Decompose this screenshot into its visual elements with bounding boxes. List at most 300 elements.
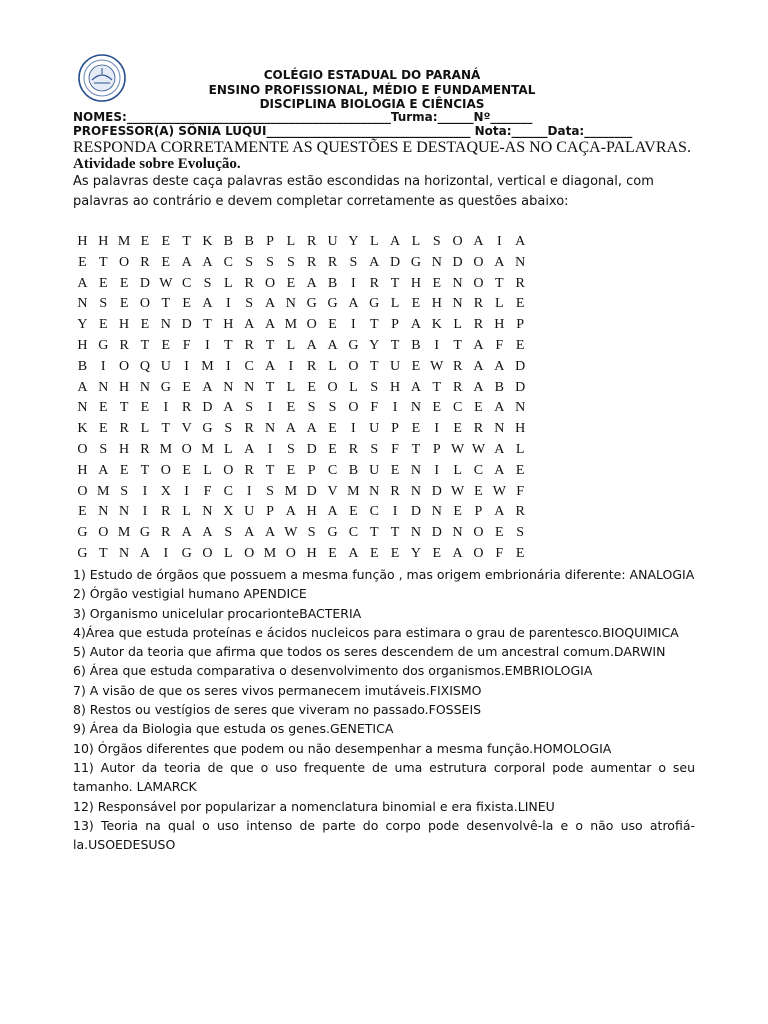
grid-letter: N bbox=[244, 379, 255, 395]
grid-letter: H bbox=[119, 317, 130, 333]
grid-letter: R bbox=[348, 441, 359, 457]
grid-letter: R bbox=[473, 317, 484, 333]
grid-letter: H bbox=[77, 234, 88, 249]
grid-row bbox=[72, 357, 531, 378]
grid-letter: N bbox=[202, 504, 213, 520]
grid-letter: E bbox=[411, 296, 421, 312]
grid-letter: T bbox=[390, 525, 400, 541]
grid-letter: C bbox=[473, 462, 484, 478]
grid-letter: V bbox=[181, 421, 192, 437]
grid-letter: H bbox=[494, 317, 505, 333]
grid-letter: L bbox=[411, 234, 421, 249]
grid-letter: A bbox=[264, 317, 276, 333]
grid-letter: L bbox=[140, 421, 150, 437]
grid-letter: N bbox=[77, 400, 88, 416]
grid-letter: A bbox=[77, 379, 88, 395]
grid-letter: O bbox=[327, 379, 338, 395]
grid-letter: T bbox=[265, 462, 275, 478]
grid-letter: A bbox=[348, 545, 359, 561]
grid-letter: M bbox=[263, 545, 277, 561]
grid-letter: R bbox=[473, 296, 484, 312]
grid-letter: E bbox=[432, 545, 442, 561]
grid-letter: E bbox=[119, 275, 129, 291]
grid-letter: E bbox=[474, 483, 483, 499]
grid-letter: R bbox=[244, 275, 254, 291]
grid-letter: A bbox=[306, 337, 317, 353]
grid-letter: S bbox=[370, 441, 379, 457]
grid-letter: C bbox=[452, 400, 463, 416]
grid-letter: I bbox=[142, 504, 148, 520]
grid-letter: O bbox=[348, 400, 359, 416]
grid-letter: I bbox=[351, 275, 356, 291]
grid-letter: E bbox=[328, 441, 337, 457]
question-item: 13) Teoria na qual o uso intenso de parte do corpo pode desenvolvê-la e o não uso atrofiá-la.USOEDESUSO bbox=[73, 817, 695, 853]
grid-letter: I bbox=[184, 358, 189, 374]
grid-letter: S bbox=[286, 254, 295, 270]
grid-letter: I bbox=[225, 296, 231, 312]
grid-letter: R bbox=[181, 400, 192, 416]
grid-letter: C bbox=[223, 254, 233, 270]
grid-letter: E bbox=[328, 421, 337, 437]
grid-letter: E bbox=[98, 275, 108, 291]
grid-letter: A bbox=[98, 462, 109, 478]
grid-letter: A bbox=[202, 254, 213, 270]
grid-letter: O bbox=[306, 317, 317, 333]
grid-letter: E bbox=[328, 317, 337, 333]
grid-row bbox=[72, 544, 531, 565]
grid-letter: T bbox=[495, 275, 504, 291]
grid-letter: M bbox=[201, 441, 214, 457]
grid-row bbox=[72, 315, 531, 336]
grid-letter: D bbox=[181, 317, 192, 333]
grid-letter: N bbox=[98, 379, 109, 395]
grid-letter: R bbox=[244, 462, 254, 478]
grid-letter: E bbox=[161, 234, 171, 249]
grid-letter: O bbox=[77, 483, 88, 499]
question-list bbox=[73, 565, 695, 854]
grid-letter: T bbox=[453, 337, 462, 353]
grid-letter: N bbox=[285, 296, 296, 312]
grid-letter: D bbox=[410, 504, 421, 520]
grid-letter: I bbox=[288, 358, 294, 374]
grid-letter: A bbox=[306, 421, 317, 437]
instruction-text: RESPONDA CORRETAMENTE AS QUESTÕES E DESTAQUE-AS NO CAÇA-PALAVRAS. bbox=[73, 139, 691, 156]
grid-letter: E bbox=[369, 545, 379, 561]
grid-letter: S bbox=[432, 234, 441, 249]
grid-letter: S bbox=[120, 483, 128, 499]
grid-letter: Q bbox=[139, 358, 151, 374]
grid-letter: H bbox=[119, 379, 130, 395]
grid-letter: P bbox=[474, 504, 483, 520]
grid-row bbox=[72, 398, 531, 419]
grid-letter: N bbox=[77, 296, 88, 312]
school-name: COLÉGIO ESTADUAL DO PARANÁ bbox=[263, 68, 481, 82]
grid-letter: L bbox=[286, 234, 296, 249]
grid-letter: T bbox=[203, 317, 212, 333]
grid-letter: T bbox=[140, 462, 150, 478]
grid-letter: E bbox=[140, 234, 150, 249]
grid-letter: N bbox=[369, 483, 380, 499]
grid-letter: O bbox=[264, 275, 276, 291]
grid-letter: E bbox=[453, 504, 462, 520]
grid-letter: A bbox=[77, 275, 88, 291]
grid-letter: N bbox=[410, 400, 421, 416]
grid-letter: A bbox=[494, 462, 505, 478]
grid-letter: A bbox=[494, 441, 505, 457]
grid-letter: T bbox=[411, 441, 421, 457]
grid-letter: M bbox=[97, 483, 110, 499]
grid-letter: Y bbox=[77, 317, 88, 333]
grid-letter: H bbox=[390, 379, 401, 395]
grid-letter: O bbox=[473, 254, 484, 270]
grid-letter: N bbox=[410, 525, 421, 541]
grid-letter: N bbox=[515, 254, 526, 270]
grid-letter: E bbox=[474, 400, 483, 416]
grid-letter: S bbox=[307, 525, 316, 541]
grid-letter: E bbox=[432, 275, 442, 291]
grid-letter: N bbox=[431, 504, 442, 520]
grid-letter: E bbox=[495, 525, 504, 541]
grid-letter: Y bbox=[348, 234, 359, 249]
grid-letter: M bbox=[159, 441, 173, 457]
grid-letter: N bbox=[119, 545, 130, 561]
grid-letter: L bbox=[453, 462, 462, 478]
grid-letter: E bbox=[161, 254, 171, 270]
grid-letter: R bbox=[452, 358, 463, 374]
grid-letter: W bbox=[430, 358, 444, 374]
grid-letter: O bbox=[348, 358, 359, 374]
grid-letter: E bbox=[432, 400, 442, 416]
grid-letter: H bbox=[410, 275, 421, 291]
grid-letter: S bbox=[370, 379, 379, 395]
grid-letter: O bbox=[119, 358, 130, 374]
grid-letter: L bbox=[203, 462, 212, 478]
grid-row bbox=[72, 461, 531, 482]
grid-letter: H bbox=[306, 545, 317, 561]
grid-letter: S bbox=[224, 525, 233, 541]
grid-letter: I bbox=[267, 441, 273, 457]
grid-letter: H bbox=[77, 462, 88, 478]
question-item: 3) Organismo unicelular procarionteBACTERIA bbox=[73, 605, 362, 621]
grid-letter: E bbox=[515, 337, 525, 353]
grid-letter: P bbox=[516, 317, 525, 333]
grid-letter: A bbox=[181, 525, 192, 541]
grid-letter: R bbox=[161, 525, 171, 541]
grid-letter: T bbox=[390, 275, 400, 291]
grid-letter: T bbox=[161, 296, 171, 312]
grid-letter: B bbox=[223, 234, 233, 249]
grid-letter: A bbox=[515, 234, 526, 249]
grid-letter: E bbox=[286, 462, 296, 478]
grid-row bbox=[72, 294, 531, 315]
grid-letter: E bbox=[161, 337, 171, 353]
grid-letter: B bbox=[411, 337, 421, 353]
grid-letter: A bbox=[494, 504, 505, 520]
grid-letter: R bbox=[515, 504, 525, 520]
grid-letter: W bbox=[159, 275, 173, 291]
grid-letter: A bbox=[285, 504, 296, 520]
grid-letter: A bbox=[244, 441, 255, 457]
grid-letter: A bbox=[473, 234, 484, 249]
grid-letter: T bbox=[98, 545, 108, 561]
grid-letter: V bbox=[327, 483, 338, 499]
grid-letter: R bbox=[307, 358, 317, 374]
grid-letter: E bbox=[411, 358, 421, 374]
grid-letter: F bbox=[203, 483, 212, 499]
grid-letter: F bbox=[370, 400, 379, 416]
grid-letter: R bbox=[369, 275, 379, 291]
grid-letter: P bbox=[391, 317, 399, 333]
grid-letter: A bbox=[494, 358, 505, 374]
grid-letter: M bbox=[284, 317, 298, 333]
grid-letter: A bbox=[181, 254, 192, 270]
grid-letter: T bbox=[432, 379, 442, 395]
grid-letter: H bbox=[98, 234, 109, 249]
grid-letter: H bbox=[306, 504, 317, 520]
grid-letter: I bbox=[225, 358, 231, 374]
question-item: 9) Área da Biologia que estuda os genes.GENETICA bbox=[73, 721, 394, 737]
question-item: 1) Estudo de órgãos que possuem a mesma função , mas origem embrionária diferente: ANALOGIA bbox=[73, 567, 695, 582]
question-item: 7) A visão de que os seres vivos permanecem imutáveis.FIXISMO bbox=[73, 682, 482, 698]
grid-letter: A bbox=[473, 379, 484, 395]
grid-letter: A bbox=[264, 525, 276, 541]
grid-letter: C bbox=[369, 504, 379, 520]
grid-letter: S bbox=[245, 254, 254, 270]
grid-letter: A bbox=[369, 254, 380, 270]
grid-letter: A bbox=[223, 400, 234, 416]
grid-letter: I bbox=[351, 421, 356, 437]
grid-letter: B bbox=[244, 234, 254, 249]
grid-letter: F bbox=[495, 337, 504, 353]
grid-letter: D bbox=[306, 483, 317, 499]
grid-letter: L bbox=[453, 317, 462, 333]
grid-letter: H bbox=[515, 421, 526, 437]
grid-letter: L bbox=[224, 441, 233, 457]
grid-letter: A bbox=[473, 358, 484, 374]
grid-letter: R bbox=[244, 421, 254, 437]
grid-letter: C bbox=[181, 275, 192, 291]
grid-letter: S bbox=[99, 296, 108, 312]
grid-letter: O bbox=[473, 525, 484, 541]
grid-letter: S bbox=[245, 400, 254, 416]
grid-letter: T bbox=[369, 525, 379, 541]
grid-letter: E bbox=[140, 400, 150, 416]
grid-letter: A bbox=[202, 379, 213, 395]
grid-letter: O bbox=[160, 462, 171, 478]
grid-letter: I bbox=[496, 234, 502, 249]
word-search-grid bbox=[72, 232, 531, 565]
grid-letter: R bbox=[140, 441, 150, 457]
grid-letter: L bbox=[515, 441, 525, 457]
grid-letter: A bbox=[139, 545, 151, 561]
grid-letter: G bbox=[160, 379, 171, 395]
grid-letter: E bbox=[349, 504, 358, 520]
grid-letter: I bbox=[267, 400, 273, 416]
grid-letter: A bbox=[202, 525, 213, 541]
grid-letter: L bbox=[182, 504, 191, 520]
grid-letter: S bbox=[328, 400, 337, 416]
grid-letter: E bbox=[390, 462, 400, 478]
grid-letter: S bbox=[307, 400, 316, 416]
grid-row bbox=[72, 440, 531, 461]
grid-letter: N bbox=[223, 379, 234, 395]
grid-letter: Y bbox=[369, 337, 380, 353]
grid-letter: D bbox=[431, 483, 442, 499]
grid-letter: A bbox=[244, 525, 255, 541]
grid-letter: T bbox=[265, 337, 275, 353]
grid-letter: G bbox=[77, 525, 88, 541]
grid-letter: A bbox=[264, 296, 276, 312]
grid-letter: S bbox=[266, 254, 274, 270]
grid-letter: D bbox=[431, 525, 442, 541]
grid-letter: E bbox=[182, 296, 191, 312]
grid-row bbox=[72, 419, 531, 440]
grid-letter: W bbox=[471, 441, 486, 457]
grid-letter: G bbox=[98, 337, 109, 353]
grid-letter: N bbox=[98, 504, 109, 520]
grid-letter: E bbox=[286, 400, 296, 416]
grid-letter: G bbox=[139, 525, 151, 541]
grid-letter: N bbox=[452, 275, 463, 291]
grid-letter: A bbox=[202, 296, 213, 312]
grid-letter: R bbox=[452, 379, 463, 395]
grid-letter: T bbox=[224, 337, 233, 353]
grid-row bbox=[72, 336, 531, 357]
grid-letter: A bbox=[285, 421, 296, 437]
grid-letter: G bbox=[369, 296, 380, 312]
grid-letter: K bbox=[77, 421, 88, 437]
grid-letter: W bbox=[284, 525, 298, 541]
question-item: 8) Restos ou vestígios de seres que viveram no passado.FOSSEIS bbox=[73, 702, 482, 718]
grid-letter: L bbox=[390, 296, 400, 312]
grid-letter: I bbox=[434, 462, 440, 478]
grid-letter: T bbox=[390, 337, 400, 353]
grid-letter: B bbox=[77, 358, 88, 374]
grid-letter: H bbox=[431, 296, 442, 312]
discipline-title: DISCIPLINA BIOLOGIA E CIÊNCIAS bbox=[259, 97, 485, 111]
question-item: 4)Área que estuda proteínas e ácidos nucleicos para estimara o grau de parentesco.BIOQUIMICA bbox=[73, 624, 679, 640]
grid-letter: P bbox=[307, 462, 316, 478]
grid-letter: T bbox=[140, 337, 150, 353]
grid-letter: I bbox=[351, 317, 356, 333]
grid-letter: S bbox=[99, 441, 108, 457]
grid-letter: M bbox=[117, 525, 131, 541]
grid-letter: H bbox=[223, 317, 234, 333]
grid-letter: T bbox=[369, 317, 379, 333]
grid-letter: A bbox=[348, 296, 359, 312]
grid-letter: G bbox=[410, 254, 421, 270]
grid-letter: R bbox=[473, 421, 484, 437]
grid-letter: A bbox=[327, 337, 338, 353]
grid-letter: A bbox=[244, 317, 255, 333]
question-item: 2) Órgão vestigial humano APENDICE bbox=[73, 586, 307, 602]
grid-letter: F bbox=[495, 545, 504, 561]
grid-letter: B bbox=[327, 275, 338, 291]
grid-letter: R bbox=[307, 254, 317, 270]
grid-letter: W bbox=[451, 441, 465, 457]
grid-letter: I bbox=[205, 337, 210, 353]
grid-letter: O bbox=[473, 275, 484, 291]
grid-row bbox=[72, 232, 531, 253]
grid-letter: L bbox=[495, 296, 504, 312]
grid-letter: S bbox=[245, 296, 254, 312]
grid-letter: X bbox=[160, 483, 171, 499]
grid-letter: A bbox=[452, 545, 463, 561]
grid-letter: E bbox=[78, 254, 87, 270]
grid-letter: S bbox=[516, 525, 525, 541]
grid-letter: O bbox=[77, 441, 88, 457]
grid-letter: E bbox=[119, 462, 129, 478]
grid-letter: E bbox=[182, 379, 191, 395]
grid-letter: D bbox=[452, 254, 463, 270]
grid-letter: T bbox=[265, 379, 275, 395]
grid-letter: U bbox=[390, 358, 401, 374]
grid-letter: R bbox=[307, 234, 317, 249]
grid-letter: H bbox=[119, 441, 130, 457]
question-item: 12) Responsável por popularizar a nomenclatura binomial e era fixista.LINEU bbox=[73, 798, 555, 814]
grid-letter: E bbox=[515, 296, 525, 312]
grid-letter: D bbox=[202, 400, 213, 416]
grid-letter: E bbox=[98, 317, 108, 333]
grid-letter: N bbox=[160, 317, 171, 333]
grid-letter: P bbox=[266, 504, 274, 520]
grid-letter: C bbox=[223, 483, 233, 499]
grid-letter: D bbox=[515, 379, 526, 395]
grid-letter: N bbox=[264, 421, 276, 437]
grid-letter: T bbox=[161, 421, 171, 437]
grid-letter: E bbox=[98, 400, 108, 416]
grid-letter: O bbox=[202, 545, 213, 561]
grid-letter: E bbox=[411, 421, 421, 437]
grid-letter: U bbox=[369, 462, 380, 478]
grid-letter: E bbox=[182, 462, 191, 478]
intro-paragraph: As palavras deste caça palavras estão escondidas na horizontal, vertical e diagonal, com palavras ao contrário e devem completar corretamente as questões abaixo: bbox=[73, 174, 654, 209]
grid-letter: A bbox=[410, 379, 421, 395]
grid-letter: L bbox=[286, 337, 296, 353]
grid-letter: A bbox=[306, 275, 317, 291]
grid-letter: R bbox=[161, 504, 171, 520]
grid-letter: G bbox=[327, 525, 338, 541]
grid-letter: O bbox=[98, 525, 109, 541]
grid-letter: I bbox=[434, 421, 440, 437]
grid-letter: L bbox=[224, 545, 233, 561]
grid-letter: R bbox=[119, 421, 129, 437]
grid-letter: N bbox=[515, 400, 526, 416]
grid-letter: O bbox=[244, 545, 255, 561]
grid-letter: L bbox=[224, 275, 233, 291]
grid-letter: I bbox=[100, 358, 106, 374]
grid-letter: P bbox=[391, 421, 399, 437]
grid-letter: E bbox=[119, 296, 129, 312]
grid-letter: E bbox=[140, 317, 150, 333]
grid-letter: L bbox=[328, 358, 337, 374]
grid-letter: E bbox=[515, 545, 525, 561]
grid-letter: G bbox=[77, 545, 88, 561]
grid-letter: U bbox=[327, 234, 338, 249]
grid-letter: N bbox=[494, 421, 505, 437]
school-level: ENSINO PROFISSIONAL, MÉDIO E FUNDAMENTAL bbox=[208, 83, 536, 97]
grid-letter: A bbox=[494, 400, 505, 416]
grid-row bbox=[72, 502, 531, 523]
grid-letter: X bbox=[223, 504, 234, 520]
grid-letter: I bbox=[163, 400, 169, 416]
grid-letter: N bbox=[452, 525, 463, 541]
grid-letter: D bbox=[390, 254, 401, 270]
question-item: 5) Autor da teoria que afirma que todos os seres descendem de um ancestral comum.DARWIN bbox=[73, 644, 666, 660]
grid-letter: C bbox=[327, 462, 338, 478]
grid-letter: L bbox=[286, 379, 296, 395]
grid-letter: R bbox=[515, 275, 525, 291]
